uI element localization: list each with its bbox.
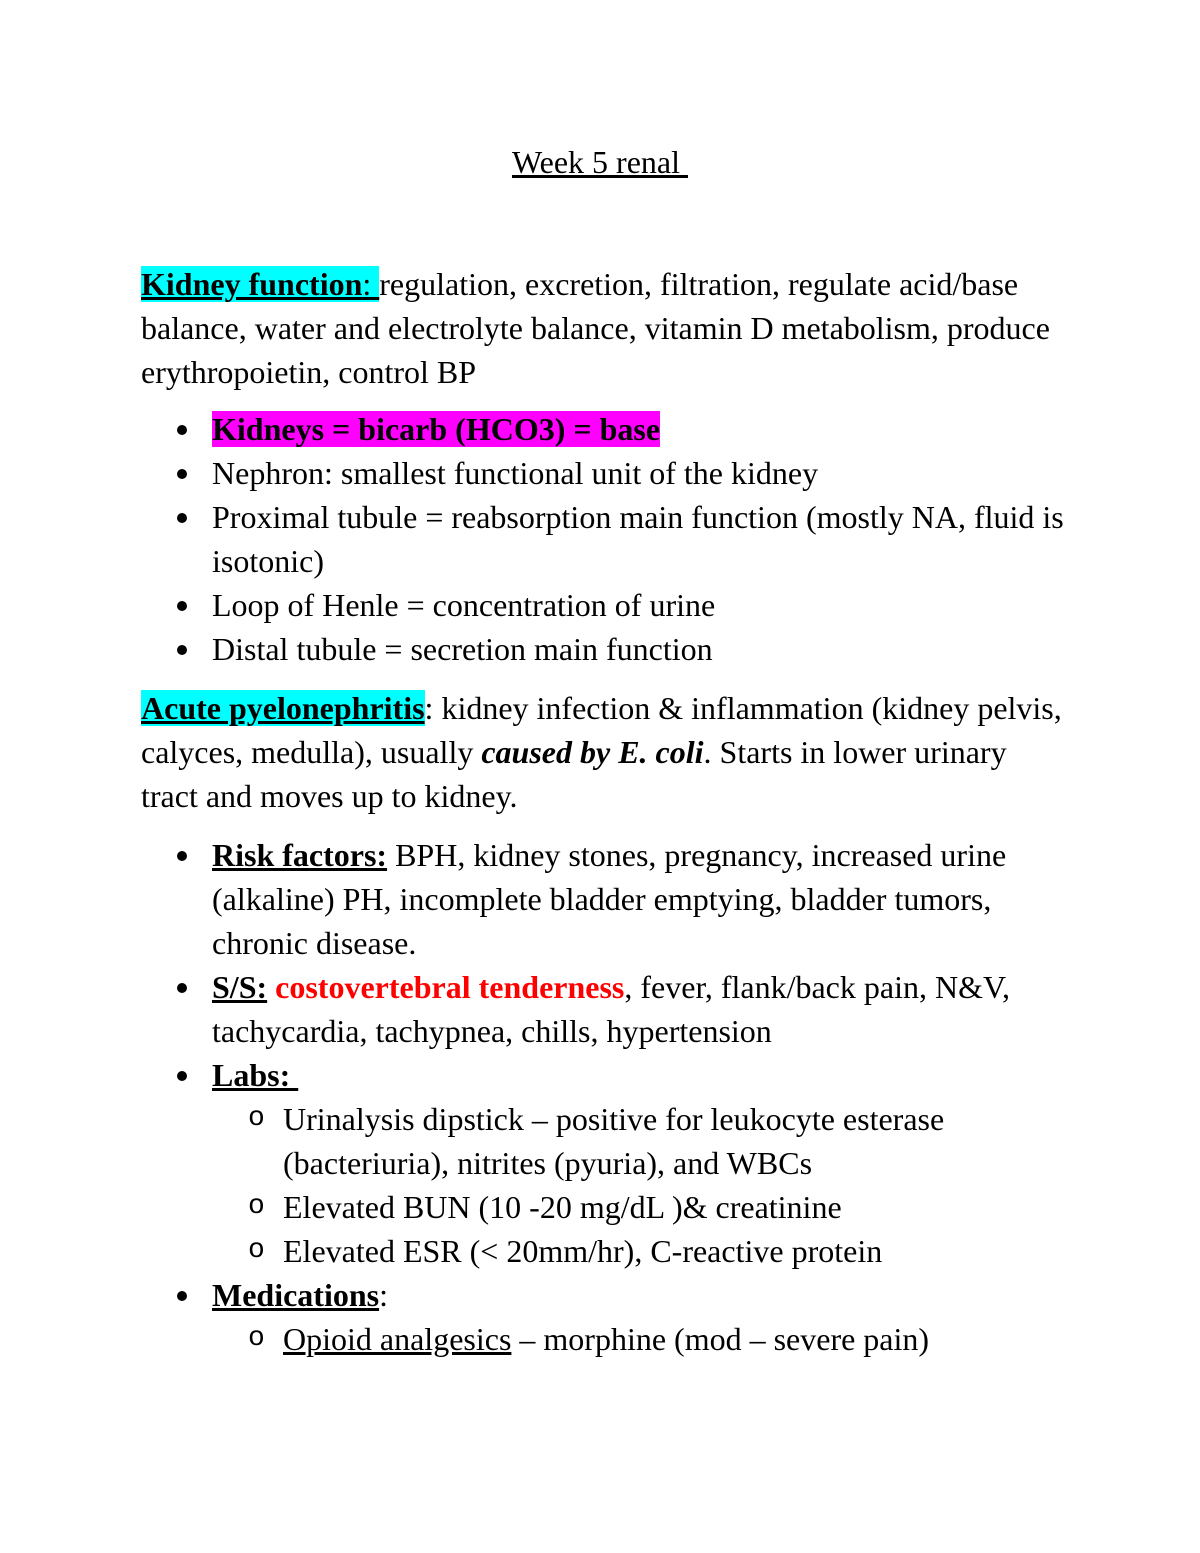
- pyelonephritis-heading: Acute pyelonephritis: [141, 690, 425, 726]
- bullet-icon: [177, 645, 187, 655]
- labs-label: Labs:: [212, 1057, 299, 1093]
- list-item: [141, 627, 1071, 671]
- bullet-icon: [177, 851, 187, 861]
- list-item-text: Distal tubule = secretion main function: [212, 631, 713, 667]
- list-item: [212, 1229, 1071, 1273]
- bullet-icon: [177, 469, 187, 479]
- page-title-text: Week 5 renal: [512, 144, 688, 180]
- signs-symptoms-label: S/S:: [212, 969, 268, 1005]
- medications-colon: :: [379, 1277, 388, 1313]
- list-item-text: Urinalysis dipstick – positive for leukocyte esterase (bacteriuria), nitrites (pyuria), and WBCs: [283, 1101, 945, 1181]
- list-item: [212, 1185, 1071, 1229]
- opioid-analgesics-label: Opioid analgesics: [283, 1321, 512, 1357]
- list-item: [141, 407, 1071, 451]
- medications-label: Medications: [212, 1277, 380, 1313]
- kidney-function-text: regulation, excretion, filtration, regulate acid/base balance, water and electrolyte balance, vitamin D metabolism, produce erythropoietin, control BP: [141, 266, 1050, 390]
- pyelonephritis-paragraph: [141, 686, 1071, 818]
- list-item-labs: [141, 1053, 1071, 1273]
- list-item-text: Loop of Henle = concentration of urine: [212, 587, 716, 623]
- kidney-function-heading: Kidney function: [141, 266, 363, 302]
- pyelonephritis-cause: caused by E. coli: [481, 734, 704, 770]
- bullet-icon: [177, 1291, 187, 1301]
- circle-bullet-icon: o: [248, 1103, 265, 1134]
- circle-bullet-icon: o: [248, 1323, 265, 1354]
- pyelonephritis-text-before: : kidney infection & inflammation (kidney pelvis, calyces, medulla), usually: [141, 690, 1062, 770]
- kidney-function-list: [141, 407, 1071, 671]
- list-item-text: Elevated ESR (< 20mm/hr), C-reactive protein: [283, 1233, 883, 1269]
- risk-factors-text: BPH, kidney stones, pregnancy, increased urine (alkaline) PH, incomplete bladder emptying, bladder tumors, chronic disease.: [212, 837, 1007, 961]
- pyelonephritis-list: [141, 833, 1071, 1361]
- kidney-function-paragraph: [141, 262, 1071, 394]
- list-item-risk-factors: [141, 833, 1071, 965]
- bullet-icon: [177, 425, 187, 435]
- opioid-analgesics-text: – morphine (mod – severe pain): [511, 1321, 930, 1357]
- kidneys-bicarb-highlight: Kidneys = bicarb (HCO3) = base: [212, 411, 661, 447]
- costovertebral-tenderness: costovertebral tenderness: [275, 969, 625, 1005]
- page-title: [0, 140, 1200, 184]
- bullet-icon: [177, 513, 187, 523]
- bullet-icon: [177, 601, 187, 611]
- list-item: [141, 451, 1071, 495]
- circle-bullet-icon: o: [248, 1235, 265, 1266]
- list-item: [212, 1097, 1071, 1185]
- list-item-text: Proximal tubule = reabsorption main function (mostly NA, fluid is isotonic): [212, 499, 1064, 579]
- list-item-signs-symptoms: [141, 965, 1071, 1053]
- list-item: [141, 495, 1071, 583]
- signs-symptoms-text: , fever, flank/back pain, N&V, tachycardia, tachypnea, chills, hypertension: [212, 969, 1010, 1049]
- bullet-icon: [177, 983, 187, 993]
- medications-list: [212, 1317, 1071, 1361]
- risk-factors-label: Risk factors:: [212, 837, 388, 873]
- list-item-medications: [141, 1273, 1071, 1361]
- kidney-function-highlight: [141, 266, 379, 302]
- labs-list: [212, 1097, 1071, 1273]
- list-item: [141, 583, 1071, 627]
- bullet-icon: [177, 1071, 187, 1081]
- kidney-function-colon: :: [362, 266, 380, 302]
- list-item-text: Elevated BUN (10 -20 mg/dL )& creatinine: [283, 1189, 842, 1225]
- list-item: [212, 1317, 1071, 1361]
- circle-bullet-icon: o: [248, 1191, 265, 1222]
- pyelonephritis-text-after: . Starts in lower urinary tract and moves up to kidney.: [141, 734, 1007, 814]
- list-item-text: Nephron: smallest functional unit of the kidney: [212, 455, 819, 491]
